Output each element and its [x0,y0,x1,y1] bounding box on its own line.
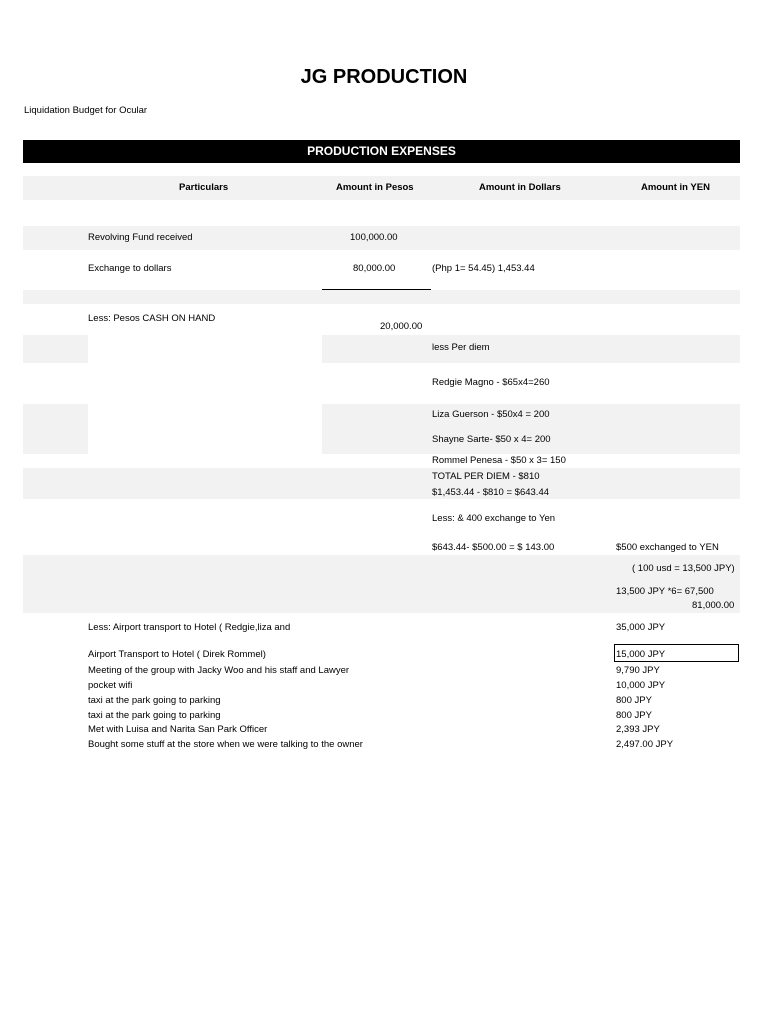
yen-calc: 13,500 JPY *6= 67,500 [616,586,714,597]
total-per-diem: TOTAL PER DIEM - $810 [432,471,540,482]
col-header-pesos: Amount in Pesos [336,182,414,193]
section-header: PRODUCTION EXPENSES [23,140,740,163]
row-band-total [23,468,740,499]
expense-amount: 800 JPY [616,695,652,706]
expense-amount: 9,790 JPY [616,665,660,676]
expense-label: Met with Luisa and Narita San Park Officer [88,724,268,735]
row-band-spacer [23,290,740,304]
merged-cell [88,404,322,454]
col-header-particulars: Particulars [179,182,229,193]
expense-label: Less: Airport transport to Hotel ( Redgie,liza and [88,622,291,633]
yen-exchanged: $500 exchanged to YEN [616,542,719,553]
expense-label: Bought some stuff at the store when we were talking to the owner [88,739,363,750]
underline-divider [322,289,431,290]
expense-amount: 800 JPY [616,710,652,721]
document-subtitle: Liquidation Budget for Ocular [24,105,148,116]
expense-amount: 2,393 JPY [616,724,660,735]
expense-amount: 2,497.00 JPY [616,739,674,750]
yen-rate: ( 100 usd = 13,500 JPY) [632,563,735,574]
expense-label: Airport Transport to Hotel ( Direk Rommel) [88,649,266,660]
exchange-label: Exchange to dollars [88,263,172,274]
expense-label: taxi at the park going to parking [88,695,221,706]
expense-label: Meeting of the group with Jacky Woo and his staff and Lawyer [88,665,350,676]
exchange-pesos: 80,000.00 [353,263,396,274]
revolving-label: Revolving Fund received [88,232,193,243]
cash-label: Less: Pesos CASH ON HAND [88,313,216,324]
col-header-dollars: Amount in Dollars [479,182,561,193]
revolving-pesos: 100,000.00 [350,232,398,243]
per-diem-label: less Per diem [432,342,490,353]
expense-amount: 15,000 JPY [616,649,666,660]
yen-total: 81,000.00 [692,600,735,611]
expense-label: taxi at the park going to parking [88,710,221,721]
less-exchange-yen: Less: & 400 exchange to Yen [432,513,556,524]
per-diem-redgie: Redgie Magno - $65x4=260 [432,377,550,388]
expense-label: pocket wifi [88,680,133,691]
col-header-yen: Amount in YEN [641,182,710,193]
expense-amount: 10,000 JPY [616,680,666,691]
per-diem-liza: Liza Guerson - $50x4 = 200 [432,409,550,420]
remaining-dollars: $643.44- $500.00 = $ 143.00 [432,542,555,553]
page-title: JG PRODUCTION [300,66,468,88]
per-diem-rommel: Rommel Penesa - $50 x 3= 150 [432,455,566,466]
per-diem-shayne: Shayne Sarte- $50 x 4= 200 [432,434,551,445]
expense-amount: 35,000 JPY [616,622,666,633]
cash-pesos: 20,000.00 [380,321,423,332]
dollar-balance: $1,453.44 - $810 = $643.44 [432,487,550,498]
exchange-dollars: (Php 1= 54.45) 1,453.44 [432,263,535,274]
merged-cell [88,335,322,363]
